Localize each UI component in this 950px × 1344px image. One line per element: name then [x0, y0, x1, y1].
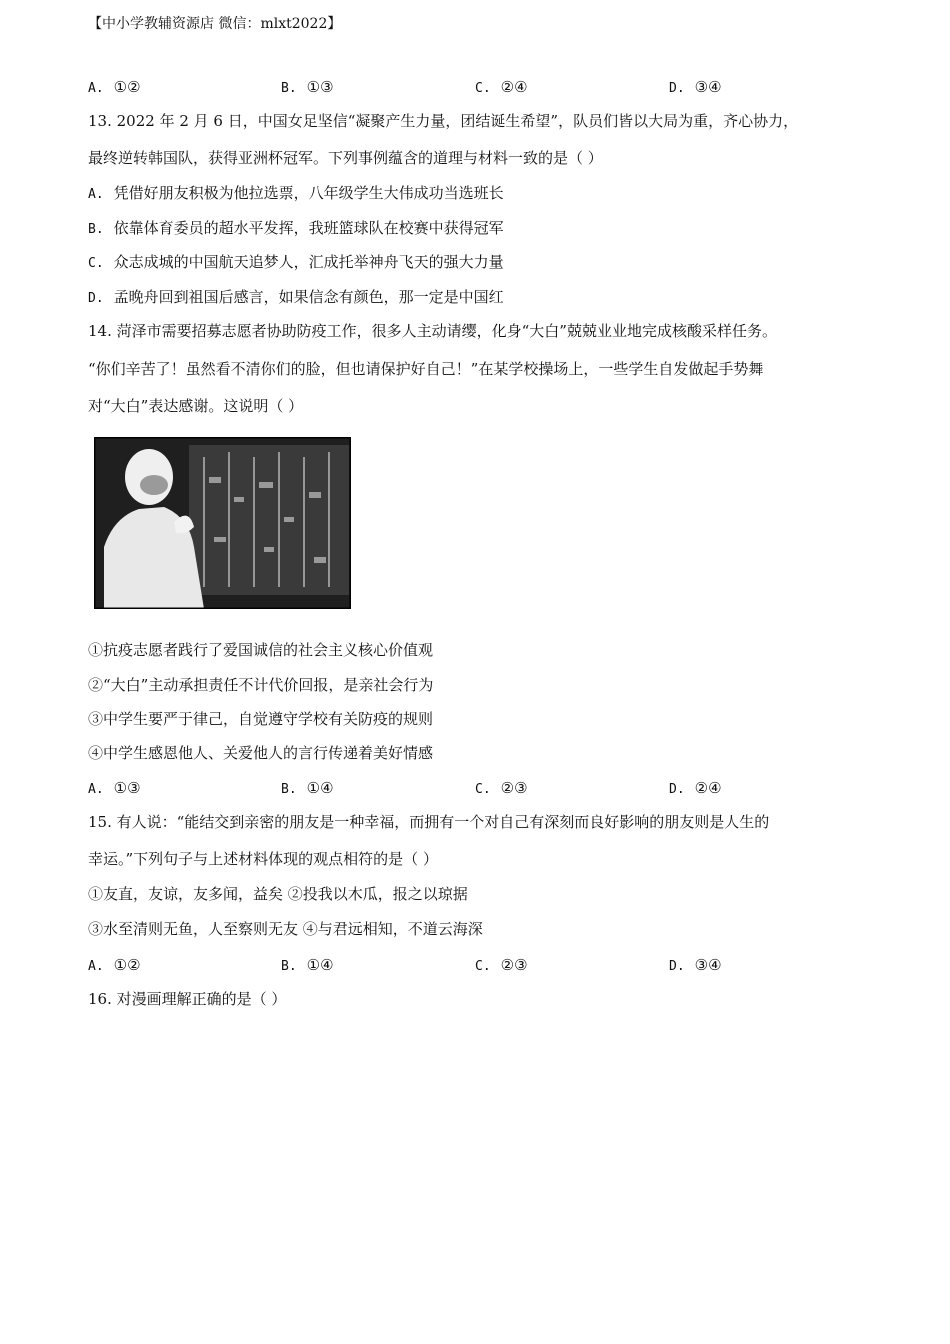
q15-option-d[interactable]: D. ③④: [669, 956, 722, 974]
q12-option-d[interactable]: D. ③④: [669, 78, 722, 96]
q15-statements-line1: ①友直，友谅，友多闻，益矣 ②投我以木瓜，报之以琼据: [88, 885, 468, 903]
q14-statement-4: ④中学生感恩他人、关爱他人的言行传递着美好情感: [88, 744, 434, 762]
q15-statements-line2: ③水至清则无鱼，人至察则无友 ④与君远相知，不道云海深: [88, 920, 483, 938]
q14-option-a[interactable]: A. ①③: [88, 779, 141, 797]
q14-option-c[interactable]: C. ②③: [475, 779, 528, 797]
q14-stem-line3: 对“大白”表达感谢。这说明（ ）: [88, 397, 304, 415]
q15-option-b[interactable]: B. ①④: [281, 956, 334, 974]
volunteer-photo-graphic: [94, 437, 351, 609]
q13-option-c[interactable]: C. 众志成城的中国航天追梦人，汇成托举神舟飞天的强大力量: [88, 253, 504, 271]
q13-option-d[interactable]: D. 孟晚舟回到祖国后感言，如果信念有颜色，那一定是中国红: [88, 288, 504, 306]
q15-options: [88, 955, 868, 975]
q13-option-a[interactable]: A. 凭借好朋友积极为他拉选票，八年级学生大伟成功当选班长: [88, 184, 504, 202]
q15-stem-line2: 幸运。”下列句子与上述材料体现的观点相符的是（ ）: [88, 850, 438, 868]
q13-stem-line1: 13. 2022 年 2 月 6 日，中国女足坚信“凝聚产生力量，团结诞生希望”，队员们皆以大局为重，齐心协力，: [88, 112, 799, 130]
q12-option-c[interactable]: C. ②④: [475, 78, 528, 96]
q14-statement-3: ③中学生要严于律己，自觉遵守学校有关防疫的规则: [88, 710, 434, 728]
q14-stem-line1: 14. 菏泽市需要招募志愿者协助防疫工作，很多人主动请缨，化身“大白”兢兢业业地完成核酸采样任务。: [88, 322, 777, 340]
q15-option-a[interactable]: A. ①②: [88, 956, 141, 974]
q12-option-b[interactable]: B. ①③: [281, 78, 334, 96]
q12-options: [88, 77, 868, 97]
q16-stem: 16. 对漫画理解正确的是（ ）: [88, 990, 287, 1008]
q13-option-b[interactable]: B. 依靠体育委员的超水平发挥，我班篮球队在校赛中获得冠军: [88, 219, 504, 237]
volunteer-photo: [94, 437, 351, 609]
q15-stem-line1: 15. 有人说：“能结交到亲密的朋友是一种幸福，而拥有一个对自己有深刻而良好影响的朋友则是人生的: [88, 813, 770, 831]
q14-statement-2: ②“大白”主动承担责任不计代价回报，是亲社会行为: [88, 676, 434, 694]
q14-statement-1: ①抗疫志愿者践行了爱国诚信的社会主义核心价值观: [88, 641, 434, 659]
q13-stem-line2: 最终逆转韩国队，获得亚洲杯冠军。下列事例蕴含的道理与材料一致的是（ ）: [88, 149, 603, 167]
q14-stem-line2: “你们辛苦了！虽然看不清你们的脸，但也请保护好自己！”在某学校操场上，一些学生自发做起手势舞: [88, 360, 764, 378]
page-header: 【中小学教辅资源店 微信：mlxt2022】: [88, 16, 342, 32]
q14-option-d[interactable]: D. ②④: [669, 779, 722, 797]
q12-option-a[interactable]: A. ①②: [88, 78, 141, 96]
q14-option-b[interactable]: B. ①④: [281, 779, 334, 797]
q14-options: [88, 778, 868, 798]
q15-option-c[interactable]: C. ②③: [475, 956, 528, 974]
